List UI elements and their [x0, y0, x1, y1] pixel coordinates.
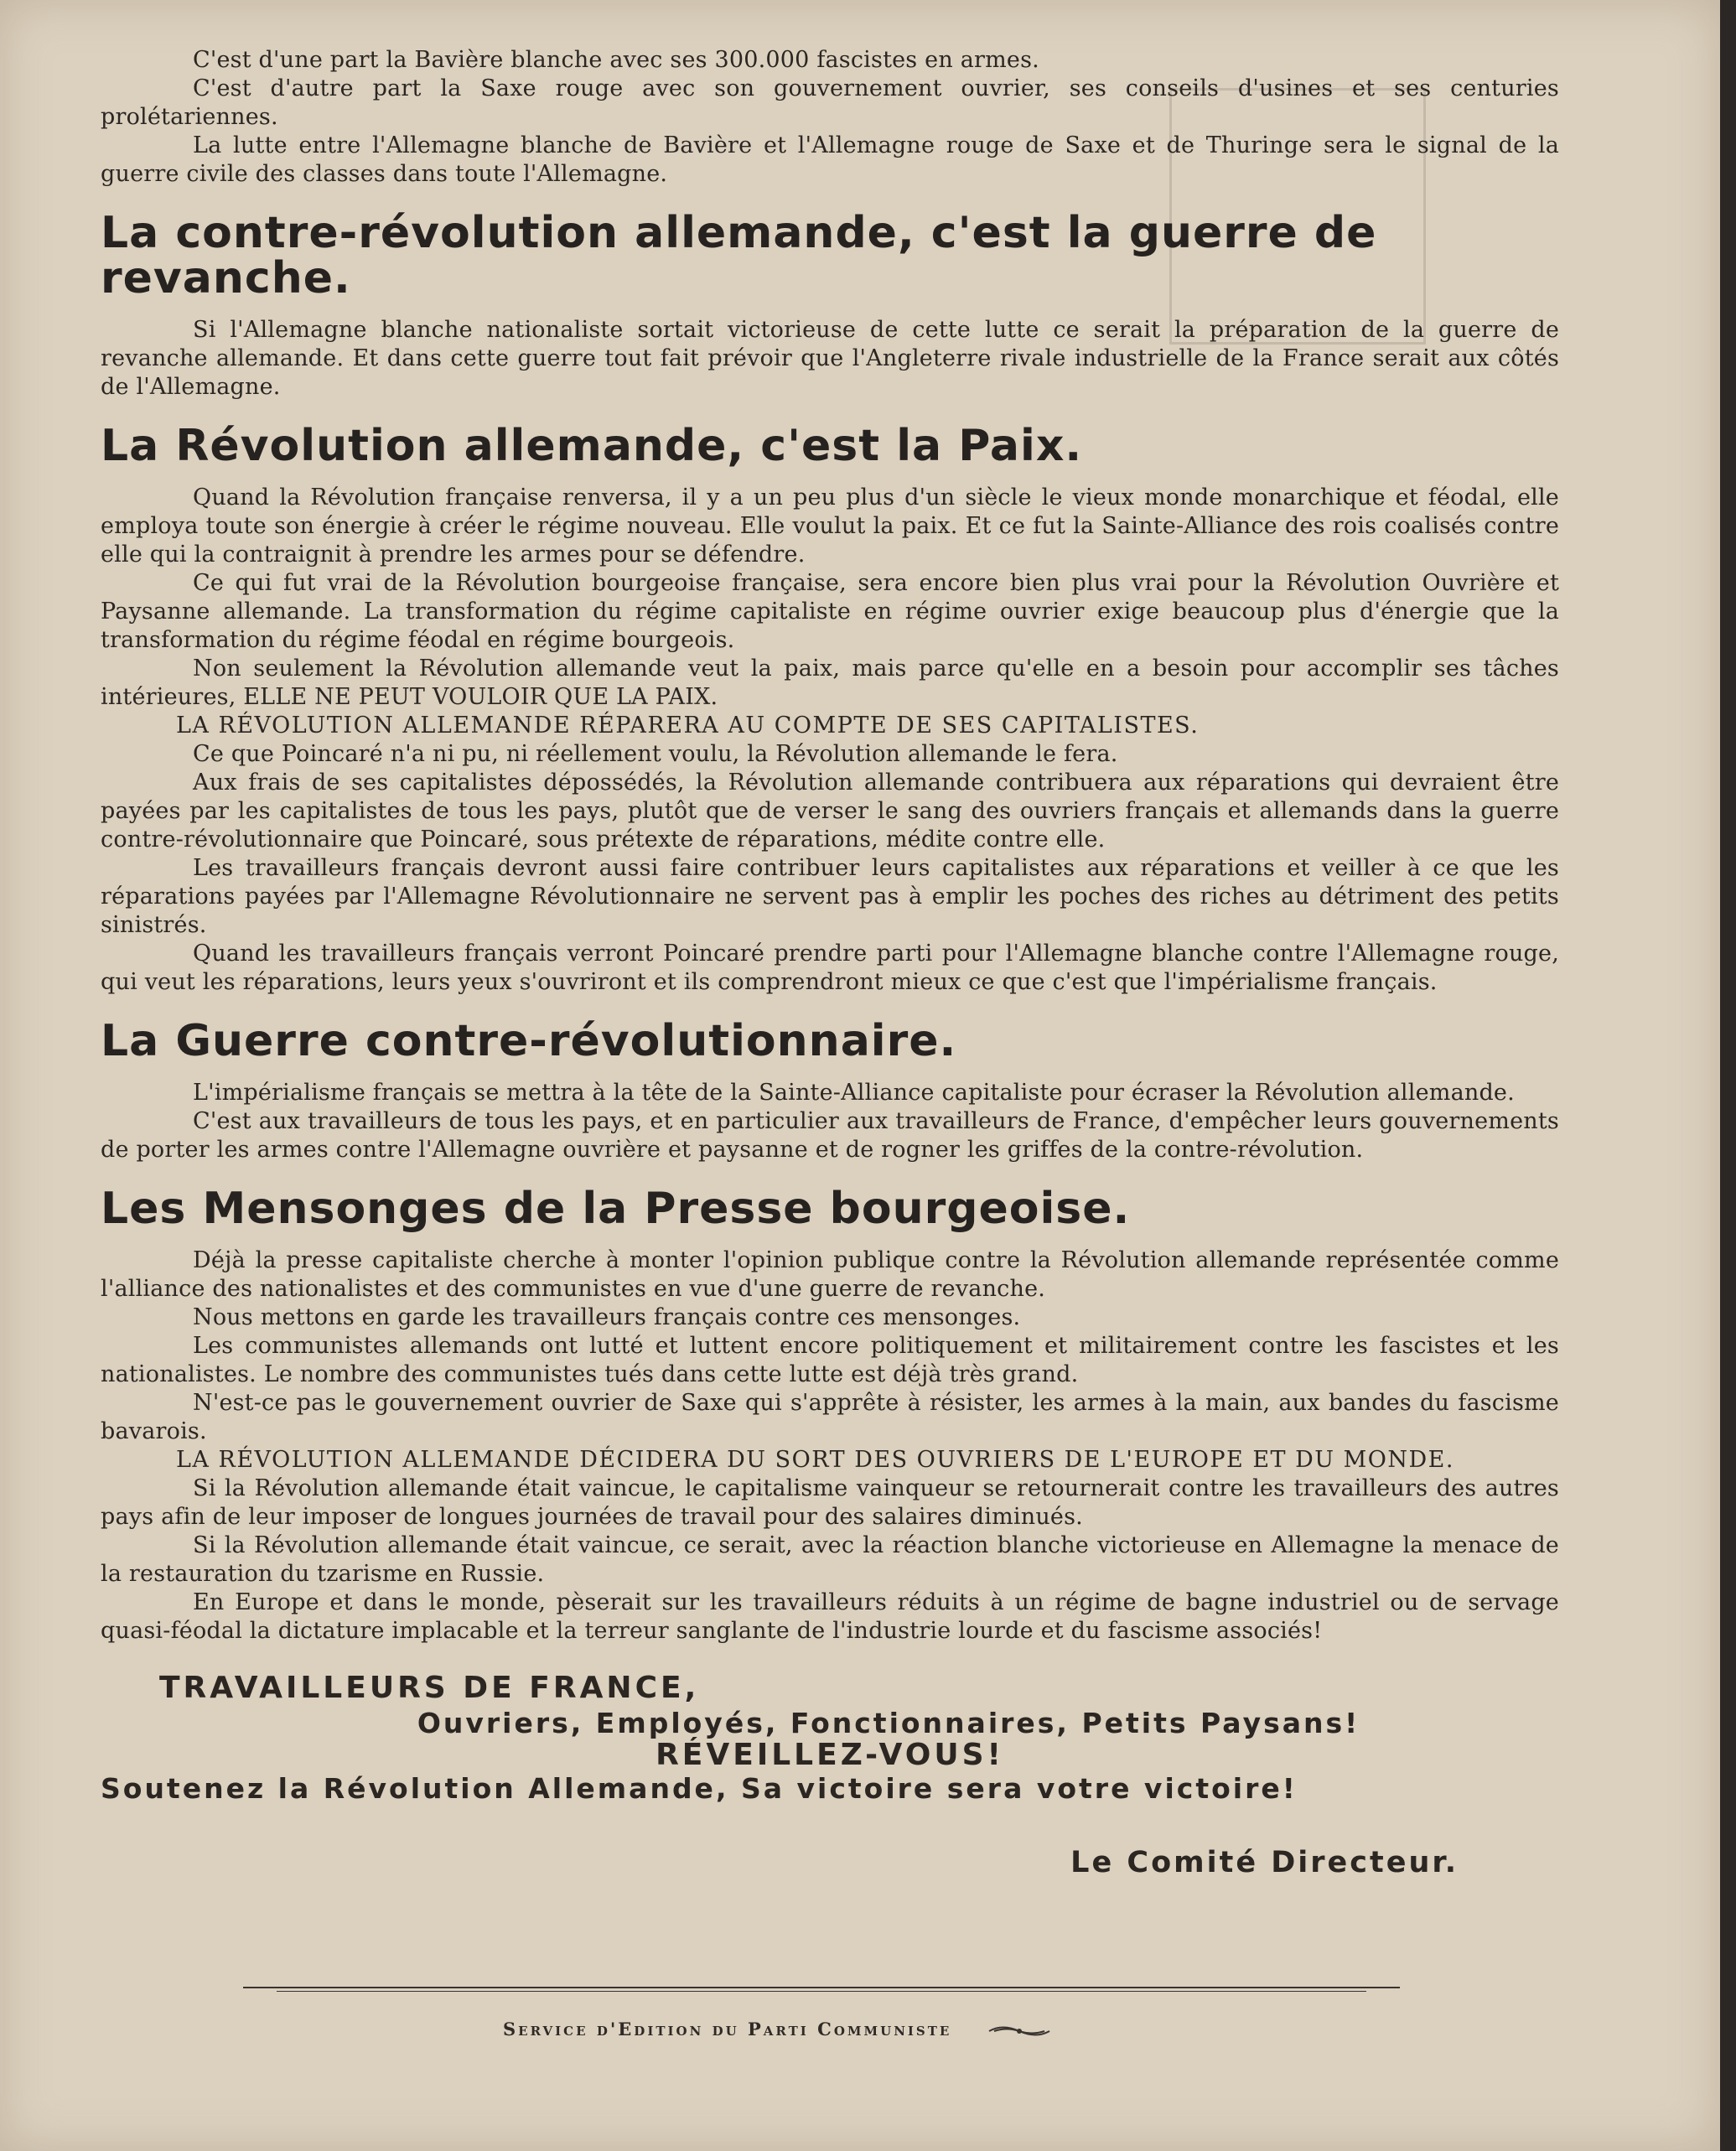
- section4-paragraph-3: Les communistes allemands ont lutté et luttent encore politiquement et militairement contre les fascistes et les nationalistes. Le nombre des communistes tués dans cette lutte est déjà très grand.: [101, 1333, 1559, 1387]
- section4-more-3: En Europe et dans le monde, pèserait sur les travailleurs réduits à un régime de bagne industriel ou de servage quasi-féodal la dictature implacable et la terreur sanglante de l'industrie lourde et du fascisme associés!: [101, 1589, 1559, 1644]
- footer-rule-thin: [277, 1991, 1366, 1992]
- section3-paragraph-2: C'est aux travailleurs de tous les pays, et en particulier aux travailleurs de France, d'empêcher leurs gouvernements de porter les armes contre l'Allemagne ouvrière et paysanne et de rogner les griffes de la contre-révolution.: [101, 1108, 1559, 1163]
- heading-contre-revolution: La contre-révolution allemande, c'est la guerre de revanche.: [101, 208, 1377, 303]
- section2-more-3: Les travailleurs français devront aussi faire contribuer leurs capitalistes aux réparations et veiller à ce que les réparations payées par l'Allemagne Révolutionnaire ne servent pas à emplir les poches des riches au détriment des petits sinistrés.: [101, 855, 1559, 938]
- intro-paragraph-3: La lutte entre l'Allemagne blanche de Bavière et l'Allemagne rouge de Saxe et de Thuringe sera le signal de la guerre civile des classes dans toute l'Allemagne.: [101, 132, 1559, 187]
- section2-paragraph-2: Ce qui fut vrai de la Révolution bourgeoise française, sera encore bien plus vrai pour la Révolution Ouvrière et Paysanne allemande. La transformation du régime capitaliste en régime ouvrier exige beaucoup plus d'énergie que la transformation du régime féodal en régime bourgeois.: [101, 570, 1559, 653]
- section4-paragraph-1: Déjà la presse capitaliste cherche à monter l'opinion publique contre la Révolution allemande représentée comme l'alliance des nationalistes et des communistes en vue d'une guerre de revanche.: [101, 1247, 1559, 1302]
- section2-more-4: Quand les travailleurs français verront Poincaré prendre parti pour l'Allemagne blanche contre l'Allemagne rouge, qui veut les réparations, leurs yeux s'ouvriront et ils comprendront mieux ce que c'est que l'impérialisme français.: [101, 941, 1559, 995]
- heading-guerre-contre-revolutionnaire: La Guerre contre-révolutionnaire.: [101, 1016, 957, 1066]
- section3-paragraph-1: L'impérialisme français se mettra à la tête de la Sainte-Alliance capitaliste pour écraser la Révolution allemande.: [193, 1080, 1515, 1106]
- closing-reveillez: RÉVEILLEZ-VOUS!: [656, 1738, 1004, 1772]
- section4-caps-line: LA RÉVOLUTION ALLEMANDE DÉCIDERA DU SORT DES OUVRIERS DE L'EUROPE ET DU MONDE.: [176, 1447, 1454, 1473]
- document-body: [101, 46, 1559, 1877]
- section4-paragraph-2: Nous mettons en garde les travailleurs français contre ces mensonges.: [193, 1304, 1021, 1330]
- footer-rule: [243, 1987, 1400, 1988]
- closing-ouvriers: Ouvriers, Employés, Fonctionnaires, Petits Paysans!: [417, 1707, 1360, 1739]
- ornament-icon: [986, 2022, 1053, 2040]
- section2-paragraph-3: Non seulement la Révolution allemande veut la paix, mais parce qu'elle en a besoin pour accomplir ses tâches intérieures, ELLE NE PEUT VOULOIR QUE LA PAIX.: [101, 656, 1559, 710]
- section2-caps-line: LA RÉVOLUTION ALLEMANDE RÉPARERA AU COMPTE DE SES CAPITALISTES.: [176, 713, 1200, 739]
- section1-paragraph-1: Si l'Allemagne blanche nationaliste sortait victorieuse de cette lutte ce serait la préparation de la guerre de revanche allemande. Et dans cette guerre tout fait prévoir que l'Angleterre rivale industrielle de la France serait aux côtés de l'Allemagne.: [101, 317, 1559, 400]
- section2-more-1: Ce que Poincaré n'a ni pu, ni réellement voulu, la Révolution allemande le fera.: [193, 741, 1118, 767]
- section2-paragraph-1: Quand la Révolution française renversa, il y a un peu plus d'un siècle le vieux monde monarchique et féodal, elle employa toute son énergie à créer le régime nouveau. Elle voulut la paix. Et ce fut la Sainte-Alliance des rois coalisés contre elle qui la contraignit à prendre les armes pour se défendre.: [101, 485, 1559, 568]
- intro-paragraph-2: C'est d'autre part la Saxe rouge avec son gouvernement ouvrier, ses conseils d'usines et ses centuries prolétariennes.: [101, 75, 1559, 130]
- section2-more-2: Aux frais de ses capitalistes dépossédés, la Révolution allemande contribuera aux réparations qui devraient être payées par les capitalistes de tous les pays, plutôt que de verser le sang des ouvriers français et allemands dans la guerre contre-révolutionnaire que Poincaré, sous prétexte de réparations, médite contre elle.: [101, 770, 1559, 853]
- closing-travailleurs: TRAVAILLEURS DE FRANCE,: [159, 1671, 700, 1705]
- closing-soutenez: Soutenez la Révolution Allemande, Sa victoire sera votre victoire!: [101, 1772, 1298, 1805]
- footer-text: Service d'Edition du Parti Communiste: [503, 2019, 952, 2040]
- footer-imprint: [503, 2019, 1053, 2040]
- section4-paragraph-4: N'est-ce pas le gouvernement ouvrier de Saxe qui s'apprête à résister, les armes à la main, aux bandes du fascisme bavarois.: [101, 1390, 1559, 1444]
- signature: Le Comité Directeur.: [1070, 1846, 1459, 1879]
- section4-more-1: Si la Révolution allemande était vaincue, le capitalisme vainqueur se retournerait contre les travailleurs des autres pays afin de leur imposer de longues journées de travail pour des salaires diminués.: [101, 1475, 1559, 1530]
- intro-paragraph-1: C'est d'une part la Bavière blanche avec ses 300.000 fascistes en armes.: [193, 47, 1039, 73]
- section4-more-2: Si la Révolution allemande était vaincue, ce serait, avec la réaction blanche victorieuse en Allemagne la menace de la restauration du tzarisme en Russie.: [101, 1532, 1559, 1587]
- heading-revolution-paix: La Révolution allemande, c'est la Paix.: [101, 421, 1083, 471]
- heading-mensonges-presse: Les Mensonges de la Presse bourgeoise.: [101, 1184, 1131, 1234]
